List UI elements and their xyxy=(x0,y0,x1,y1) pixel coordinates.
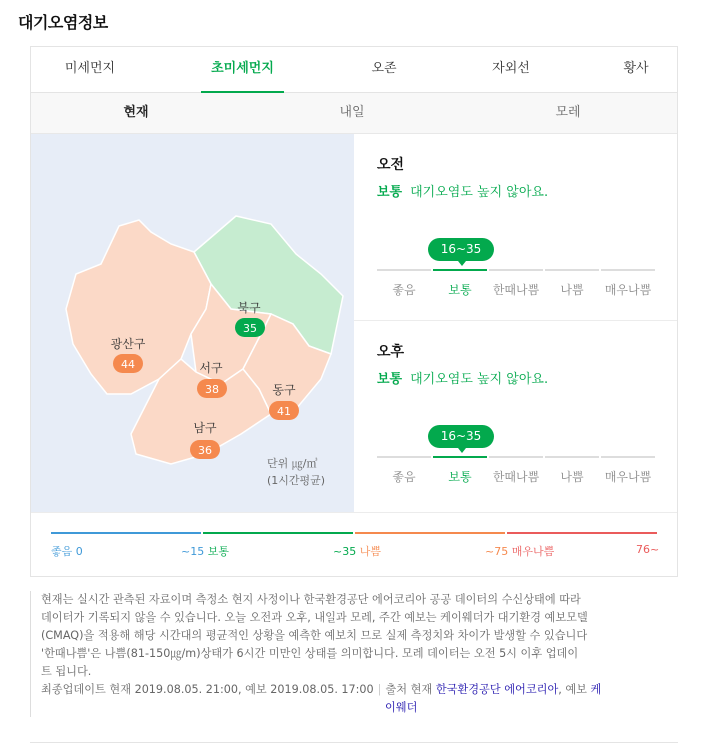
range-bubble: 16~35 xyxy=(428,425,494,448)
legend-threshold: ~75 xyxy=(485,545,509,558)
district-value-gwangsangu: 44 xyxy=(121,358,135,371)
district-name-seogu: 서구 xyxy=(199,361,223,375)
unit-line: 단위 ㎍/㎥ xyxy=(267,457,318,470)
level-label: 나쁨 xyxy=(560,283,584,297)
tab-ozone[interactable]: 오존 xyxy=(371,61,397,76)
air-pollution-card xyxy=(30,46,678,577)
level-label: 한때나쁨 xyxy=(492,283,540,297)
grade-word: 보통 xyxy=(377,185,403,200)
notice-line: (CMAQ)을 적용해 해당 시간대의 평균적인 상황을 예측한 예보치 므로 실제 측정치와 차이가 발생할 수 있습니다 xyxy=(41,629,588,642)
legend-max: 76~ xyxy=(636,543,660,556)
legend-grade: 매우나쁨 xyxy=(511,545,555,558)
level-label: 나쁨 xyxy=(560,470,584,484)
scale-segment xyxy=(601,456,655,458)
district-map xyxy=(31,134,354,512)
grade-desc: 대기오염도 높지 않아요. xyxy=(410,185,549,200)
scale-segment xyxy=(601,269,655,271)
bottom-divider xyxy=(30,742,678,743)
grade-line xyxy=(377,181,548,200)
district-value-bukgu: 35 xyxy=(243,322,257,335)
forecast-panel xyxy=(354,134,677,512)
source-link-kweather[interactable]: 이웨더 xyxy=(385,701,418,714)
legend-very-bad-label xyxy=(485,543,554,559)
subtab-tomorrow[interactable]: 내일 xyxy=(339,105,365,120)
level-label-active: 보통 xyxy=(448,470,472,484)
pollutant-tabs xyxy=(31,47,677,93)
page-title: 대기오염정보 xyxy=(18,13,108,32)
level-label: 한때나쁨 xyxy=(492,470,540,484)
district-value-namgu: 36 xyxy=(198,444,212,457)
source-link-kweather[interactable]: 케 xyxy=(590,683,602,696)
forecast-pm xyxy=(354,320,677,506)
day-subtabs xyxy=(31,93,677,134)
unit-note xyxy=(267,455,325,489)
forecast-am xyxy=(354,134,677,320)
district-name-gwangsangu: 광산구 xyxy=(110,337,146,351)
divider: | xyxy=(377,683,382,696)
legend-threshold: ~35 xyxy=(333,545,357,558)
notice-line: 데이터가 기록되지 않을 수 있습니다. 오늘 오전과 오후, 내일과 모레, 주간 예보는 케이웨더가 대기환경 예보모델 xyxy=(41,611,588,624)
district-value-seogu: 38 xyxy=(205,383,219,396)
notice-line xyxy=(41,699,660,717)
legend-normal-label xyxy=(181,543,229,559)
district-name-donggu: 동구 xyxy=(272,383,296,397)
scale-segment xyxy=(545,269,599,271)
grade-scale xyxy=(377,425,657,485)
update-meta xyxy=(41,681,660,699)
district-value-donggu: 41 xyxy=(277,405,291,418)
level-label: 매우나쁨 xyxy=(604,283,652,297)
grade-line xyxy=(377,368,548,387)
scale-segment xyxy=(377,269,431,271)
notice-text xyxy=(30,591,660,717)
notice-line: '한때나쁨'은 나쁨(81-150㎍/m)상태가 6시간 미만인 상태를 의미합니다. 모레 데이터는 오전 5시 이후 업데이 xyxy=(41,647,579,660)
scale-segment-active xyxy=(433,269,487,271)
grade-desc: 대기오염도 높지 않아요. xyxy=(410,372,549,387)
legend-good-start: 좋음 0 xyxy=(51,545,83,558)
grade-legend xyxy=(31,512,677,577)
level-label: 좋음 xyxy=(392,283,416,297)
tab-yellow-dust[interactable]: 황사 xyxy=(623,61,649,76)
update-time: 최종업데이트 현재 2019.08.05. 21:00, 예보 2019.08.05. 17:00 xyxy=(41,683,374,696)
legend-bad-label xyxy=(333,543,381,559)
tab-pm25[interactable]: 초미세먼지 xyxy=(201,47,284,93)
period-title: 오후 xyxy=(377,344,405,360)
notice-line: 트 됩니다. xyxy=(41,665,92,678)
level-label: 좋음 xyxy=(392,470,416,484)
legend-bar-bad xyxy=(355,532,505,534)
unit-average: (1시간평균) xyxy=(267,474,326,487)
scale-segment xyxy=(489,269,543,271)
level-label-active: 보통 xyxy=(448,283,472,297)
grade-scale xyxy=(377,238,657,298)
period-title: 오전 xyxy=(377,157,405,173)
notice-line: 현재는 실시간 관측된 자료이며 측정소 현지 사정이나 한국환경공단 에어코리아 공공 데이터의 수신상태에 따라 xyxy=(41,593,581,606)
subtab-now[interactable]: 현재 xyxy=(123,105,149,120)
grade-word: 보통 xyxy=(377,372,403,387)
district-name-bukgu: 북구 xyxy=(237,301,261,315)
range-bubble: 16~35 xyxy=(428,238,494,261)
legend-grade: 보통 xyxy=(207,545,229,558)
scale-segment-active xyxy=(433,456,487,458)
tab-pm10[interactable]: 미세먼지 xyxy=(64,61,116,76)
source-label: 출처 현재 xyxy=(385,683,433,696)
legend-bar-good xyxy=(51,532,201,534)
legend-bar-normal xyxy=(203,532,353,534)
subtab-day-after[interactable]: 모레 xyxy=(555,105,581,120)
legend-grade: 나쁨 xyxy=(359,545,381,558)
scale-segment xyxy=(489,456,543,458)
legend-threshold: ~15 xyxy=(181,545,205,558)
source-link-airkorea[interactable]: 한국환경공단 에어코리아 xyxy=(435,683,559,696)
tab-uv[interactable]: 자외선 xyxy=(492,61,530,76)
legend-bar-very-bad xyxy=(507,532,657,534)
forecast-source-label: , 예보 xyxy=(558,683,587,696)
level-label: 매우나쁨 xyxy=(604,470,652,484)
scale-segment xyxy=(377,456,431,458)
district-name-namgu: 남구 xyxy=(193,421,217,435)
scale-segment xyxy=(545,456,599,458)
